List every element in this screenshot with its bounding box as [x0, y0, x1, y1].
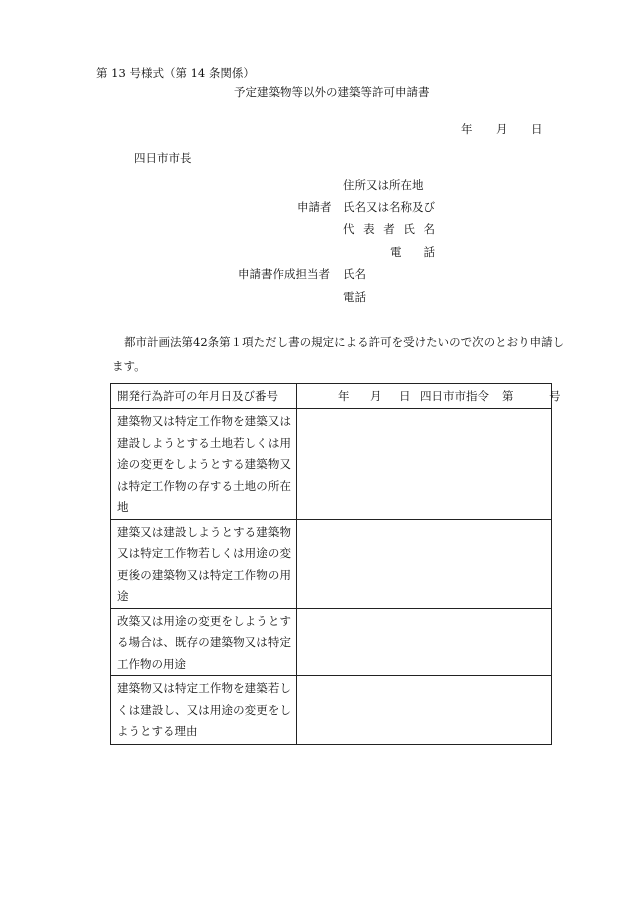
preparer-name-label: 氏名 [343, 267, 366, 281]
application-statement: 都市計画法第42条第１項ただし書の規定による許可を受けたいので次のとおり申請します。 [112, 335, 565, 373]
date-day: 日 [531, 122, 543, 136]
row-label-site-location: 建築物又は特定工作物を建築又は建設しようとする土地若しくは用途の変更をしようとする建築物又は特定工作物の存する土地の所在地 [111, 409, 297, 520]
applicant-name-label: 氏名又は名称及び [343, 200, 435, 214]
applicant-role-label: 申請者 [297, 200, 332, 214]
addressee: 四日市市長 [134, 151, 192, 165]
preparer-role-label: 申請書作成担当者 [238, 267, 330, 281]
permit-designation-label: 四日市市指令 [420, 389, 489, 403]
table-row [111, 608, 552, 676]
application-table [110, 383, 561, 745]
applicant-phone-label: 電話 [390, 245, 435, 259]
applicant-address-label: 住所又は所在地 [343, 178, 424, 192]
permit-date-number-field[interactable] [297, 384, 561, 409]
permit-month-label: 月 [370, 389, 382, 403]
site-location-field[interactable] [297, 409, 552, 520]
row-label-reason: 建築物又は特定工作物を建築若しくは建設し、又は用途の変更をしようとする理由 [111, 676, 297, 745]
row-label-permit-date-number: 開発行為許可の年月日及び番号 [111, 384, 297, 409]
date-month: 月 [496, 122, 508, 136]
permit-number-prefix: 第 [502, 389, 514, 403]
permit-number-suffix: 号 [549, 389, 561, 403]
table-row [111, 384, 552, 409]
row-label-existing-use: 改築又は用途の変更をしようとする場合は、既存の建築物又は特定工作物の用途 [111, 608, 297, 676]
table-row [111, 409, 552, 520]
permit-year-label: 年 [338, 389, 350, 403]
preparer-phone-label: 電話 [343, 290, 366, 304]
reason-field[interactable] [297, 676, 552, 745]
applicant-representative-label: 代表者氏名 [343, 222, 435, 236]
existing-use-field[interactable] [297, 608, 552, 676]
row-label-building-use: 建築又は建設しようとする建築物又は特定工作物若しくは用途の変更後の建築物又は特定工作物の用途 [111, 519, 297, 608]
table-row [111, 676, 552, 745]
date-year: 年 [461, 122, 473, 136]
form-title: 予定建築物等以外の建築等許可申請書 [234, 85, 430, 99]
form-number: 第 13 号様式（第 14 条関係） [96, 66, 255, 80]
permit-day-label: 日 [399, 389, 411, 403]
building-use-field[interactable] [297, 519, 552, 608]
table-row [111, 519, 552, 608]
